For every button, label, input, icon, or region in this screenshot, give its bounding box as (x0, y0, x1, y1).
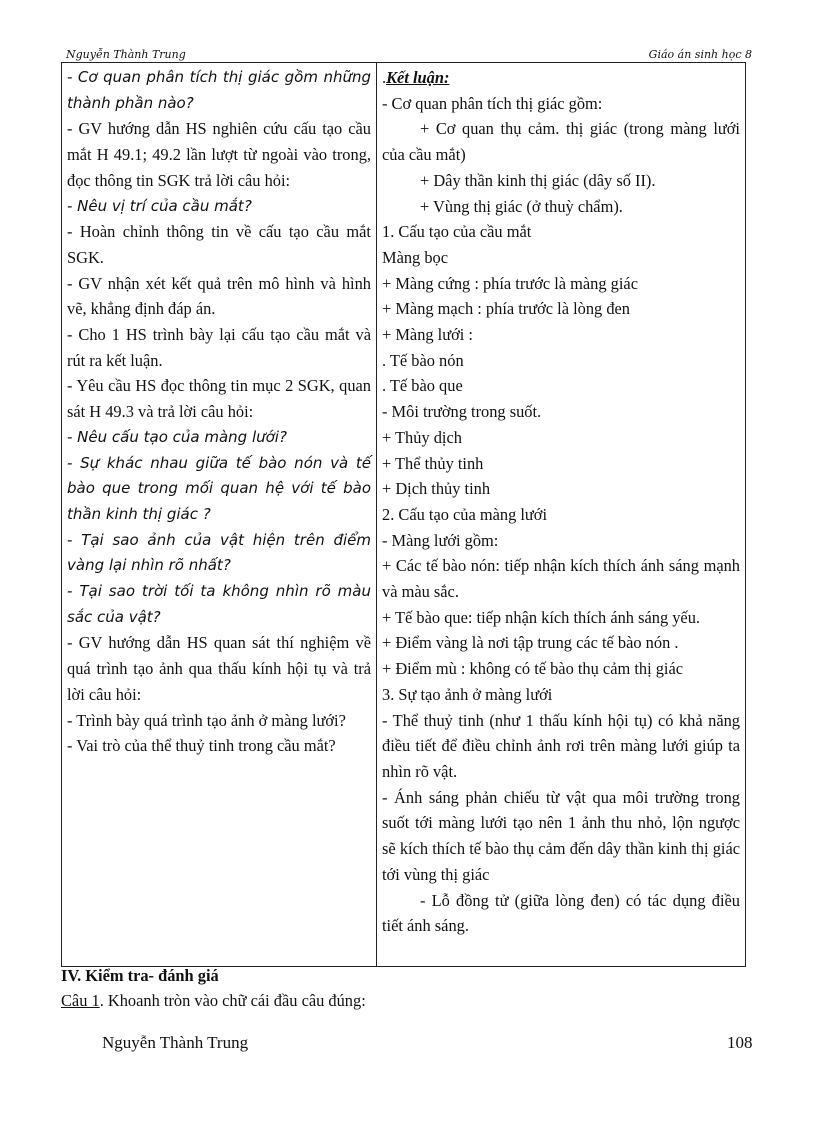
conclusion-title: Kết luận: (386, 68, 450, 87)
conclusion-line: 2. Cấu tạo của màng lưới (382, 504, 548, 524)
activity-item: - GV hướng dẫn HS quan sát thí nghiệm về quá trình tạo ảnh qua thấu kính hội tụ và trả lời câu hỏi: (67, 633, 371, 704)
conclusion-line: + Điểm mù : không có tế bào thụ cảm thị giác (382, 659, 684, 679)
page-number: 108 (727, 1033, 753, 1052)
activity-item: - Vai trò của thể thuỷ tinh trong cầu mắt? (67, 736, 336, 756)
conclusion-line: - Lỗ đồng tử (giữa lòng đen) có tác dụng điều tiết ánh sáng. (382, 890, 740, 936)
activity-item: - Hoàn chỉnh thông tin về cấu tạo cầu mắt SGK. (67, 222, 371, 267)
conclusion-lines (382, 91, 740, 939)
conclusion-line: + Màng mạch : phía trước là lòng đen (382, 299, 631, 319)
header-author: Nguyễn Thành Trung (66, 48, 186, 61)
conclusion-line: + Thủy dịch (382, 427, 462, 447)
conclusion-line: - Thể thuỷ tinh (như 1 thấu kính hội tụ) có khả năng điều tiết để điều chỉnh ảnh rơi trên màng lưới giúp ta nhìn rõ vật. (382, 710, 740, 781)
conclusion-line: - Cơ quan phân tích thị giác gồm: (382, 93, 603, 113)
conclusion-column (377, 63, 746, 967)
activity-item: - Nêu cấu tạo của màng lưới? (67, 427, 287, 446)
footer-author: Nguyễn Thành Trung (102, 1033, 249, 1052)
question-label: Câu 1 (61, 991, 100, 1010)
conclusion-line: + Màng cứng : phía trước là màng giác (382, 273, 638, 293)
conclusion-line: + Tế bào que: tiếp nhận kích thích ánh sáng yếu. (382, 607, 701, 627)
conclusion-line: + Điểm vàng là nơi tập trung các tế bào nón . (382, 633, 679, 653)
conclusion-heading: .Kết luận: (382, 68, 450, 87)
activity-item: - GV hướng dẫn HS nghiên cứu cấu tạo cầu mắt H 49.1; 49.2 lần lượt từ ngoài vào trong, đọc thông tin SGK trả lời câu hỏi: (67, 119, 371, 190)
question-1 (61, 991, 366, 1011)
conclusion-line: - Môi trường trong suốt. (382, 402, 542, 422)
left-paragraphs (67, 65, 371, 759)
lesson-table (61, 62, 746, 967)
conclusion-line: - Ánh sáng phản chiếu từ vật qua môi trường trong suốt tới màng lưới tạo nên 1 ảnh thu nhỏ, lộn ngược sẽ kích thích tế bào thụ cảm đến dây thần kinh thị giác tới vùng thị giác (382, 787, 740, 884)
conclusion-line: 3. Sự tạo ảnh ở màng lưới (382, 684, 553, 704)
conclusion-line: . Tế bào nón (382, 350, 464, 370)
question-text: . Khoanh tròn vào chữ cái đầu câu đúng: (99, 991, 366, 1010)
activity-item: - Tại sao ảnh của vật hiện trên điểm vàng lại nhìn rõ nhất? (67, 530, 371, 575)
conclusion-line: - Màng lưới gồm: (382, 530, 499, 550)
activity-item: - Trình bày quá trình tạo ảnh ở màng lưới? (67, 710, 346, 730)
conclusion-line: . Tế bào que (382, 376, 463, 396)
conclusion-line: + Dây thần kinh thị giác (dây số II). (420, 170, 656, 190)
conclusion-line: Màng bọc (382, 247, 449, 267)
conclusion-line: 1. Cấu tạo của cầu mắt (382, 222, 532, 242)
conclusion-line: + Màng lưới : (382, 325, 473, 345)
activity-item: - Cơ quan phân tích thị giác gồm những thành phần nào? (67, 68, 371, 112)
conclusion-line: + Các tế bào nón: tiếp nhận kích thích ánh sáng mạnh và màu sắc. (382, 556, 740, 602)
conclusion-line: + Thể thủy tinh (382, 453, 484, 473)
activity-item: - Sự khác nhau giữa tế bào nón và tế bào que trong mối quan hệ với tế bào thần kinh thị giác ? (67, 453, 371, 523)
activity-item: - Yêu cầu HS đọc thông tin mục 2 SGK, quan sát H 49.3 và trả lời câu hỏi: (67, 376, 371, 422)
teacher-activities-column (62, 63, 377, 967)
conclusion-line: + Dịch thủy tinh (382, 479, 491, 499)
conclusion-line: + Cơ quan thụ cảm. thị giác (trong màng lưới của cầu mắt) (382, 119, 740, 165)
conclusion-line: + Vùng thị giác (ở thuỳ chẩm). (420, 196, 623, 216)
activity-item: - GV nhận xét kết quả trên mô hình và hình vẽ, khẳng định đáp án. (67, 273, 371, 319)
header-subject: Giáo án sinh học 8 (648, 48, 752, 61)
activity-item: - Tại sao trời tối ta không nhìn rõ màu sắc của vật? (67, 582, 371, 626)
activity-item: - Nêu vị trí của cầu mắt? (67, 196, 252, 215)
section-heading: IV. Kiểm tra- đánh giá (61, 966, 219, 985)
activity-item: - Cho 1 HS trình bày lại cấu tạo cầu mắt và rút ra kết luận. (67, 325, 371, 370)
